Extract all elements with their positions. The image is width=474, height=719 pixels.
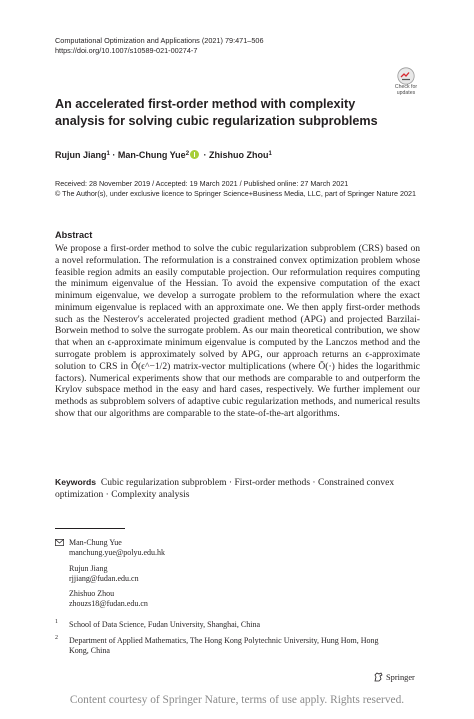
contact-entry	[69, 564, 139, 585]
contact-name: Zhishuo Zhou	[69, 589, 115, 598]
publication-history	[55, 179, 425, 199]
affiliation-text: School of Data Science, Fudan University, Shanghai, China	[69, 620, 260, 629]
author-name[interactable]: Man-Chung Yue	[117, 150, 186, 160]
author-affil-sup: 1	[268, 151, 272, 157]
affiliation-number: 2	[55, 635, 58, 641]
author-separator: ·	[109, 150, 118, 160]
publisher-logo[interactable]	[373, 672, 415, 682]
contact-name: Man-Chung Yue	[69, 538, 122, 547]
keywords-block	[55, 476, 420, 502]
journal-header	[55, 36, 264, 56]
journal-citation: Computational Optimization and Applications (2021) 79:471–506	[55, 36, 264, 45]
contact-email[interactable]: rjjiang@fudan.edu.cn	[69, 574, 139, 584]
contact-email[interactable]: manchung.yue@polyu.edu.hk	[69, 548, 166, 558]
contact-entry	[69, 538, 165, 559]
contact-email[interactable]: zhouzs18@fudan.edu.cn	[69, 599, 148, 609]
check-for-updates-icon	[397, 67, 415, 85]
check-for-updates-badge[interactable]	[391, 67, 421, 99]
article-title: An accelerated first-order method with complexity analysis for solving cubic regularization subproblems	[55, 97, 378, 128]
footnote-divider	[55, 528, 125, 529]
abstract-body: We propose a first-order method to solve the cubic regularization subproblem (CRS) based on a novel reformulation. The reformulation is a constrained convex optimization problem whose feasible region admits an easily computable projection. Our reformulation requires computing the minimum eigenvalue of the Hessian. To avoid the expensive computation of the exact minimum eigenvalue, we develop a surrogate problem to the reformulation where the exact minimum eigenvalue is replaced with an approximate one. We then apply first-order methods such as the Nesterov's accelerated projected gradient method (APG) and projected Barzilai-Borwein method to solve the surrogate problem. As our main theoretical contribution, we show that when an ϵ-approximate minimum eigenvalue is computed by the Lanczos method and the surrogate problem is approximately solved by APG, our approach returns an ϵ-approximate solution to CRS in Õ(ϵ^−1/2) matrix-vector multiplications (where Õ(·) hides the logarithmic factors). Numerical experiments show that our methods are comparable to and outperform the Krylov subspace method in the easy and hard cases, respectively. We further implement our methods as subproblem solvers of adaptive cubic regularization methods, and numerical results show that our algorithms are comparable to the state-of-the-art algorithms.	[55, 243, 420, 419]
author-name[interactable]: Rujun Jiang	[55, 150, 107, 160]
badge-line-2: updates	[396, 89, 416, 96]
envelope-icon	[55, 539, 64, 546]
contact-entry	[69, 589, 148, 610]
keywords-heading: Keywords	[55, 477, 97, 487]
contact-name: Rujun Jiang	[69, 564, 108, 573]
courtesy-notice: Content courtesy of Springer Nature, terms of use apply. Rights reserved.	[69, 694, 405, 706]
author-affil-sup: 2	[185, 151, 190, 157]
copyright-notice: © The Author(s), under exclusive licence to Springer Science+Business Media, LLC, part of Springer Nature 2021	[55, 189, 416, 198]
orcid-icon[interactable]	[190, 150, 199, 159]
doi-link[interactable]: https://doi.org/10.1007/s10589-021-00274-7	[55, 46, 198, 55]
affiliation-number: 1	[55, 619, 58, 625]
publisher-name: Springer	[386, 673, 415, 682]
author-separator: ·	[201, 150, 210, 160]
springer-horse-icon	[373, 672, 384, 682]
author-affil-sup: 1	[106, 151, 110, 157]
affiliation-text: Department of Applied Mathematics, The Hong Kong Polytechnic University, Hung Hom, Hong Kong, China	[69, 636, 379, 656]
keywords-text: Cubic regularization subproblem · First-order methods · Constrained convex optimization · Complexity analysis	[55, 477, 395, 501]
badge-line-1: Check for	[394, 84, 418, 90]
author-list	[55, 148, 272, 161]
abstract-heading: Abstract	[55, 230, 93, 240]
author-name[interactable]: Zhishuo Zhou	[209, 150, 269, 160]
received-dates: Received: 28 November 2019 / Accepted: 19 March 2021 / Published online: 27 March 2021	[55, 179, 349, 188]
